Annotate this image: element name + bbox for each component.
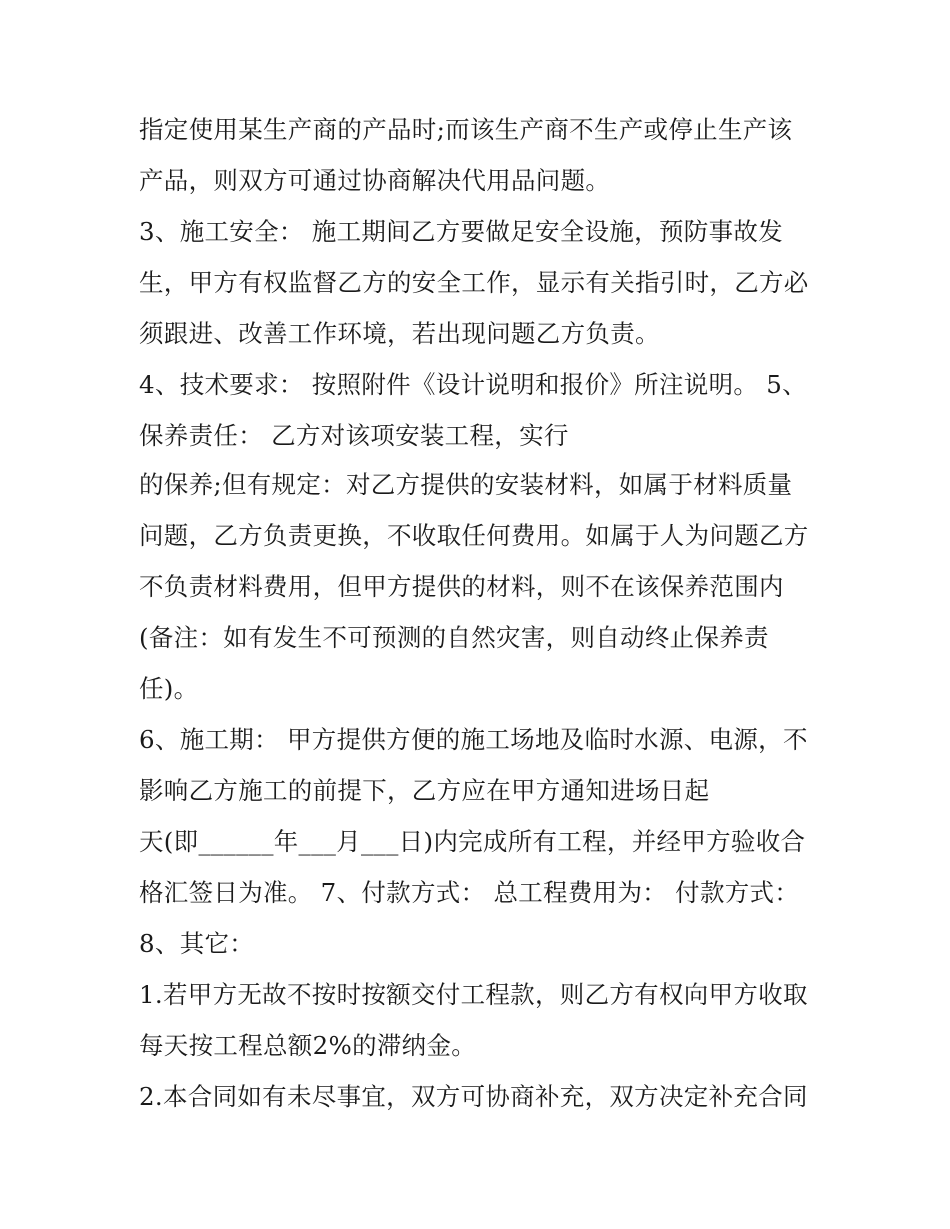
- text-line: 每天按工程总额2%的滞纳金。: [139, 1031, 477, 1060]
- text-line: 问题，乙方负责更换，不收取任何费用。如属于人为问题乙方: [139, 521, 809, 550]
- text-line: 6、施工期： 甲方提供方便的施工场地及临时水源、电源，不: [139, 725, 808, 754]
- text-line: 不负责材料费用，但甲方提供的材料，则不在该保养范围内: [139, 572, 784, 601]
- text-line: 产品，则双方可通过协商解决代用品问题。: [139, 166, 611, 195]
- text-line: 4、技术要求： 按照附件《设计说明和报价》所注说明。 5、: [139, 370, 807, 399]
- text-line: 指定使用某生产商的产品时;而该生产商不生产或停止生产该: [139, 115, 793, 144]
- text-line: 格汇签日为准。 7、付款方式： 总工程费用为： 付款方式：: [139, 878, 800, 907]
- text-line: 2.本合同如有未尽事宜，双方可协商补充，双方决定补充合同: [139, 1082, 808, 1111]
- text-line: 任)。: [139, 674, 199, 703]
- text-line: 3、施工安全： 施工期间乙方要做足安全设施，预防事故发: [139, 217, 783, 246]
- text-line: 影响乙方施工的前提下，乙方应在甲方通知进场日起: [139, 776, 710, 805]
- text-line: 保养责任： 乙方对该项安装工程，实行: [139, 421, 569, 450]
- text-line: (备注：如有发生不可预测的自然灾害，则自动终止保养责: [139, 623, 769, 652]
- text-line: 的保养;但有规定：对乙方提供的安装材料，如属于材料质量: [139, 470, 793, 499]
- text-line: 1.若甲方无故不按时按额交付工程款，则乙方有权向甲方收取: [139, 980, 808, 1009]
- text-line: 须跟进、改善工作环境，若出现问题乙方负责。: [139, 319, 660, 348]
- text-line: 8、其它：: [139, 929, 255, 958]
- text-line: 生，甲方有权监督乙方的安全工作，显示有关指引时，乙方必: [139, 268, 809, 297]
- text-line: 天(即______年___月___日)内完成所有工程，并经甲方验收合: [139, 827, 806, 856]
